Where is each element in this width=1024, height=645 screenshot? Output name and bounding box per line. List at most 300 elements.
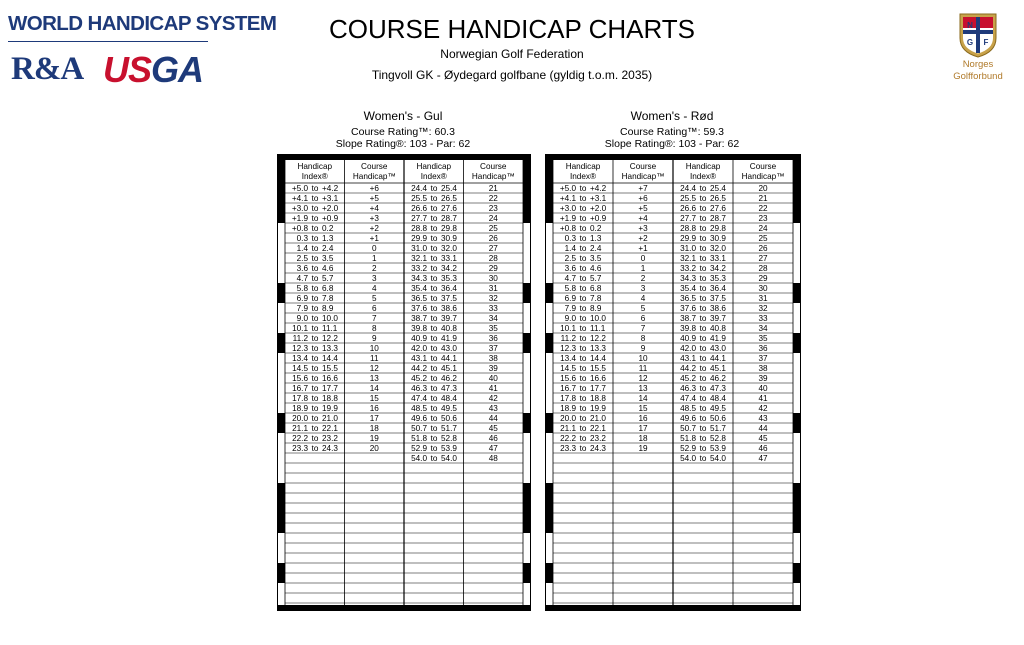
index-to: 53.9: [710, 443, 726, 453]
index-from: 35.4: [411, 283, 427, 293]
course-handicap-value: +6: [369, 183, 379, 193]
to-label: to: [699, 373, 707, 383]
index-to: 7.8: [322, 293, 334, 303]
index-to: 14.4: [590, 353, 606, 363]
course-rating-rod: Course Rating™: 59.3: [620, 126, 724, 138]
index-to: 29.8: [441, 223, 457, 233]
index-from: 32.1: [680, 253, 696, 263]
index-to: 41.9: [710, 333, 726, 343]
course-handicap-value: +3: [369, 213, 379, 223]
course-handicap-value: 21: [758, 193, 768, 203]
index-from: 49.6: [680, 413, 696, 423]
index-from: 21.1: [292, 423, 308, 433]
index-to: 39.7: [710, 313, 726, 323]
chart-bottom-bar: [546, 605, 800, 610]
index-to: 6.8: [322, 283, 334, 293]
side-block-left: [278, 193, 285, 203]
to-label: to: [430, 273, 438, 283]
to-label: to: [311, 263, 319, 273]
course-handicap-value: 19: [369, 433, 379, 443]
index-from: 39.8: [680, 323, 696, 333]
index-to: 48.4: [441, 393, 457, 403]
to-label: to: [430, 413, 438, 423]
nf-line2: Golfforbund: [953, 71, 1003, 82]
index-from: 45.2: [411, 373, 427, 383]
nf-line1: Norges: [962, 59, 994, 70]
side-block-left: [278, 573, 285, 583]
header-line: Course: [629, 162, 657, 171]
side-block-left: [546, 493, 553, 503]
header-handicap-index: [404, 162, 464, 181]
to-label: to: [699, 443, 707, 453]
index-from: 1.4: [564, 243, 576, 253]
federation-name: Norwegian Golf Federation: [440, 47, 584, 61]
course-handicap-value: 4: [640, 293, 646, 303]
index-to: 2.4: [590, 243, 602, 253]
index-from: 10.1: [292, 323, 308, 333]
to-label: to: [430, 303, 438, 313]
index-from: 12.3: [292, 343, 308, 353]
page-title: COURSE HANDICAP CHARTS: [329, 14, 695, 44]
to-label: to: [699, 333, 707, 343]
index-from: 16.7: [292, 383, 308, 393]
course-handicap-value: +2: [369, 223, 379, 233]
index-from: 36.5: [680, 293, 696, 303]
course-handicap-value: +7: [638, 183, 648, 193]
to-label: to: [311, 343, 319, 353]
index-to: 50.6: [710, 413, 726, 423]
side-block-left: [278, 213, 285, 223]
course-handicap-value: 12: [369, 363, 379, 373]
side-block-left: [546, 333, 553, 343]
course-handicap-value: 47: [488, 443, 498, 453]
side-block-right: [523, 183, 530, 193]
to-label: to: [311, 403, 319, 413]
index-from: 31.0: [411, 243, 427, 253]
index-to: 35.3: [710, 273, 726, 283]
index-to: 26.5: [441, 193, 457, 203]
to-label: to: [699, 363, 707, 373]
index-to: 22.1: [590, 423, 606, 433]
index-from: 3.6: [296, 263, 308, 273]
index-from: 33.2: [680, 263, 696, 273]
course-handicap-value: 25: [488, 223, 498, 233]
course-handicap-value: 23: [758, 213, 768, 223]
index-from: 45.2: [680, 373, 696, 383]
course-handicap-value: 21: [488, 183, 498, 193]
side-block-left: [546, 343, 553, 353]
course-handicap-value: 28: [488, 253, 498, 263]
to-label: to: [430, 423, 438, 433]
index-from: 17.8: [560, 393, 576, 403]
index-from: 42.0: [411, 343, 427, 353]
index-from: +3.0: [559, 203, 576, 213]
whs-logo-text: WORLD HANDICAP SYSTEM: [8, 12, 277, 35]
course-handicap-value: 44: [758, 423, 768, 433]
index-to: 39.7: [441, 313, 457, 323]
side-block-right: [523, 493, 530, 503]
index-to: 24.3: [322, 443, 338, 453]
side-block-left: [278, 183, 285, 193]
index-from: 25.5: [680, 193, 696, 203]
index-from: 33.2: [411, 263, 427, 273]
index-from: 20.0: [292, 413, 308, 423]
index-from: 23.3: [292, 443, 308, 453]
ra-logo: R&A: [11, 51, 84, 87]
to-label: to: [579, 333, 587, 343]
index-to: 41.9: [441, 333, 457, 343]
index-to: 5.7: [322, 273, 334, 283]
index-to: 23.2: [590, 433, 606, 443]
to-label: to: [311, 353, 319, 363]
index-to: 8.9: [590, 303, 602, 313]
course-handicap-value: 37: [758, 353, 768, 363]
index-from: 15.6: [560, 373, 576, 383]
to-label: to: [311, 293, 319, 303]
index-to: 15.5: [590, 363, 606, 373]
course-handicap-value: 25: [758, 233, 768, 243]
index-to: 34.2: [710, 263, 726, 273]
index-to: 10.0: [322, 313, 338, 323]
index-to: 25.4: [441, 183, 457, 193]
index-from: 51.8: [680, 433, 696, 443]
to-label: to: [579, 313, 587, 323]
course-handicap-value: 41: [758, 393, 768, 403]
to-label: to: [579, 393, 587, 403]
index-to: 54.0: [710, 453, 726, 463]
course-handicap-value: 43: [488, 403, 498, 413]
index-from: 52.9: [411, 443, 427, 453]
to-label: to: [579, 213, 587, 223]
index-to: 14.4: [322, 353, 338, 363]
to-label: to: [311, 313, 319, 323]
index-to: 36.4: [441, 283, 457, 293]
header-line: Index®: [689, 171, 717, 181]
side-block-left: [278, 413, 285, 423]
to-label: to: [579, 193, 587, 203]
course-handicap-value: 11: [370, 353, 379, 363]
index-to: 28.7: [441, 213, 457, 223]
index-to: 17.7: [322, 383, 338, 393]
course-handicap-value: 40: [488, 373, 498, 383]
chart-title-gul: Women's - Gul: [363, 109, 443, 123]
index-from: +1.9: [291, 213, 308, 223]
header-course-handicap: [345, 162, 405, 181]
side-block-right: [523, 343, 530, 353]
course-handicap-value: 18: [369, 423, 379, 433]
norges-golfforbund-logo: [946, 12, 1010, 86]
index-from: 49.6: [411, 413, 427, 423]
index-from: 15.6: [292, 373, 308, 383]
side-block-left: [546, 523, 553, 533]
course-handicap-value: 34: [758, 323, 768, 333]
index-to: 16.6: [590, 373, 606, 383]
course-handicap-value: 24: [488, 213, 498, 223]
to-label: to: [699, 273, 707, 283]
header-course-handicap: [733, 162, 793, 181]
index-from: 48.5: [680, 403, 696, 413]
to-label: to: [311, 273, 319, 283]
index-to: 29.8: [710, 223, 726, 233]
course-handicap-value: 19: [638, 443, 648, 453]
index-from: 46.3: [411, 383, 427, 393]
index-to: 30.9: [710, 233, 726, 243]
course-handicap-value: 27: [758, 253, 768, 263]
to-label: to: [579, 233, 587, 243]
index-from: 36.5: [411, 293, 427, 303]
course-handicap-value: +5: [369, 193, 379, 203]
index-from: +3.0: [291, 203, 308, 213]
handicap-chart-gul: [277, 154, 531, 611]
to-label: to: [699, 343, 707, 353]
index-from: 29.9: [411, 233, 427, 243]
to-label: to: [579, 263, 587, 273]
index-to: 13.3: [590, 343, 606, 353]
side-block-right: [793, 333, 800, 343]
index-to: 47.3: [710, 383, 726, 393]
to-label: to: [311, 283, 319, 293]
course-handicap-value: 39: [488, 363, 498, 373]
index-from: +5.0: [291, 183, 308, 193]
index-to: 0.2: [590, 223, 602, 233]
side-block-right: [523, 193, 530, 203]
index-to: 52.8: [441, 433, 457, 443]
to-label: to: [311, 363, 319, 373]
side-block-left: [278, 343, 285, 353]
chart-top-bar: [546, 155, 800, 160]
index-from: 24.4: [680, 183, 696, 193]
course-handicap-value: 4: [371, 283, 377, 293]
index-to: 25.4: [710, 183, 726, 193]
course-handicap-value: 33: [758, 313, 768, 323]
side-block-left: [278, 160, 285, 183]
index-from: 22.2: [560, 433, 576, 443]
course-handicap-value: 10: [369, 343, 379, 353]
index-to: 24.3: [590, 443, 606, 453]
index-to: 21.0: [322, 413, 338, 423]
index-from: 5.8: [296, 283, 308, 293]
index-to: 46.2: [710, 373, 726, 383]
header-line: Handicap: [565, 162, 601, 171]
course-handicap-value: 41: [488, 383, 498, 393]
to-label: to: [579, 283, 587, 293]
side-block-left: [546, 203, 553, 213]
index-to: 26.5: [710, 193, 726, 203]
index-to: 46.2: [441, 373, 457, 383]
index-from: 14.5: [560, 363, 576, 373]
side-block-left: [546, 513, 553, 523]
course-handicap-value: 26: [488, 233, 498, 243]
to-label: to: [430, 453, 438, 463]
course-handicap-value: 42: [758, 403, 768, 413]
to-label: to: [579, 293, 587, 303]
index-from: 12.3: [560, 343, 576, 353]
to-label: to: [699, 223, 707, 233]
course-handicap-value: 20: [369, 443, 379, 453]
index-to: +3.1: [322, 193, 339, 203]
course-handicap-value: 9: [640, 343, 646, 353]
to-label: to: [579, 403, 587, 413]
side-block-right: [523, 563, 530, 573]
to-label: to: [579, 373, 587, 383]
to-label: to: [579, 203, 587, 213]
index-to: 51.7: [710, 423, 726, 433]
index-to: 0.2: [322, 223, 334, 233]
index-to: 2.4: [322, 243, 334, 253]
index-to: +0.9: [590, 213, 607, 223]
side-block-right: [523, 293, 530, 303]
index-from: 34.3: [411, 273, 427, 283]
to-label: to: [579, 323, 587, 333]
course-handicap-value: 46: [488, 433, 498, 443]
side-block-left: [278, 563, 285, 573]
index-to: 27.6: [710, 203, 726, 213]
nf-shield-icon: [958, 12, 998, 58]
to-label: to: [579, 343, 587, 353]
to-label: to: [579, 413, 587, 423]
side-block-right: [793, 183, 800, 193]
side-block-left: [546, 563, 553, 573]
course-handicap-value: 0: [371, 243, 377, 253]
index-from: 4.7: [296, 273, 308, 283]
side-block-left: [546, 423, 553, 433]
course-handicap-value: 13: [638, 383, 648, 393]
to-label: to: [430, 183, 438, 193]
course-handicap-value: 29: [758, 273, 768, 283]
side-block-left: [278, 203, 285, 213]
index-from: 52.9: [680, 443, 696, 453]
index-to: 30.9: [441, 233, 457, 243]
course-handicap-value: 7: [371, 313, 377, 323]
index-to: 37.5: [441, 293, 457, 303]
to-label: to: [430, 363, 438, 373]
index-from: 16.7: [560, 383, 576, 393]
to-label: to: [699, 293, 707, 303]
index-from: 29.9: [680, 233, 696, 243]
index-from: 13.4: [560, 353, 576, 363]
to-label: to: [579, 383, 587, 393]
index-from: 6.9: [296, 293, 308, 303]
index-to: 6.8: [590, 283, 602, 293]
course-handicap-value: 15: [638, 403, 648, 413]
index-from: 54.0: [411, 453, 427, 463]
header-line: Handicap™: [471, 171, 515, 181]
header-line: Handicap™: [621, 171, 665, 181]
to-label: to: [430, 293, 438, 303]
index-from: 44.2: [680, 363, 696, 373]
index-to: 16.6: [322, 373, 338, 383]
index-from: 37.6: [680, 303, 696, 313]
side-block-right: [793, 493, 800, 503]
index-from: 1.4: [296, 243, 308, 253]
course-handicap-value: 46: [758, 443, 768, 453]
to-label: to: [430, 403, 438, 413]
course-handicap-value: 24: [758, 223, 768, 233]
index-from: 11.2: [292, 333, 308, 343]
index-to: 28.7: [710, 213, 726, 223]
index-from: 11.2: [560, 333, 576, 343]
course-handicap-value: 38: [758, 363, 768, 373]
course-handicap-value: 39: [758, 373, 768, 383]
to-label: to: [699, 303, 707, 313]
header-handicap-index: [553, 162, 613, 181]
index-from: 26.6: [680, 203, 696, 213]
to-label: to: [699, 423, 707, 433]
course-handicap-value: +6: [638, 193, 648, 203]
to-label: to: [430, 333, 438, 343]
index-from: 31.0: [680, 243, 696, 253]
index-to: 43.0: [441, 343, 457, 353]
course-handicap-value: 30: [758, 283, 768, 293]
side-block-right: [523, 483, 530, 493]
header-handicap-index: [285, 162, 345, 181]
index-to: 19.9: [322, 403, 338, 413]
side-block-left: [546, 183, 553, 193]
course-handicap-value: 18: [638, 433, 648, 443]
index-to: 40.8: [710, 323, 726, 333]
index-from: +0.8: [291, 223, 308, 233]
to-label: to: [430, 383, 438, 393]
to-label: to: [430, 253, 438, 263]
side-block-left: [278, 333, 285, 343]
side-block-right: [793, 160, 800, 183]
index-to: +3.1: [590, 193, 607, 203]
side-block-right: [523, 203, 530, 213]
index-from: 40.9: [411, 333, 427, 343]
course-handicap-value: +4: [369, 203, 379, 213]
index-from: 38.7: [680, 313, 696, 323]
index-to: 49.5: [710, 403, 726, 413]
course-handicap-value: 8: [640, 333, 646, 343]
course-handicap-value: 32: [488, 293, 498, 303]
course-handicap-value: 15: [369, 393, 379, 403]
to-label: to: [699, 193, 707, 203]
index-from: 18.9: [560, 403, 576, 413]
to-label: to: [430, 313, 438, 323]
to-label: to: [699, 433, 707, 443]
index-to: 18.8: [322, 393, 338, 403]
side-block-left: [278, 513, 285, 523]
index-to: 10.0: [590, 313, 606, 323]
course-handicap-value: 32: [758, 303, 768, 313]
to-label: to: [579, 353, 587, 363]
side-block-left: [546, 503, 553, 513]
index-to: 40.8: [441, 323, 457, 333]
to-label: to: [430, 283, 438, 293]
chart-rating-gul: [278, 127, 528, 150]
index-to: 44.1: [710, 353, 726, 363]
index-from: 17.8: [292, 393, 308, 403]
usga-logo: USGA: [103, 49, 204, 90]
index-from: +4.1: [291, 193, 308, 203]
index-to: 17.7: [590, 383, 606, 393]
side-block-right: [523, 573, 530, 583]
side-block-right: [793, 513, 800, 523]
index-from: 50.7: [411, 423, 427, 433]
index-to: 1.3: [322, 233, 334, 243]
index-to: 19.9: [590, 403, 606, 413]
course-handicap-value: 5: [371, 293, 377, 303]
to-label: to: [311, 183, 319, 193]
header-line: Course: [749, 162, 777, 171]
to-label: to: [430, 233, 438, 243]
course-handicap-value: 45: [758, 433, 768, 443]
index-to: 7.8: [590, 293, 602, 303]
side-block-left: [546, 160, 553, 183]
index-from: +1.9: [559, 213, 576, 223]
chart-bottom-bar: [278, 605, 530, 610]
to-label: to: [699, 323, 707, 333]
